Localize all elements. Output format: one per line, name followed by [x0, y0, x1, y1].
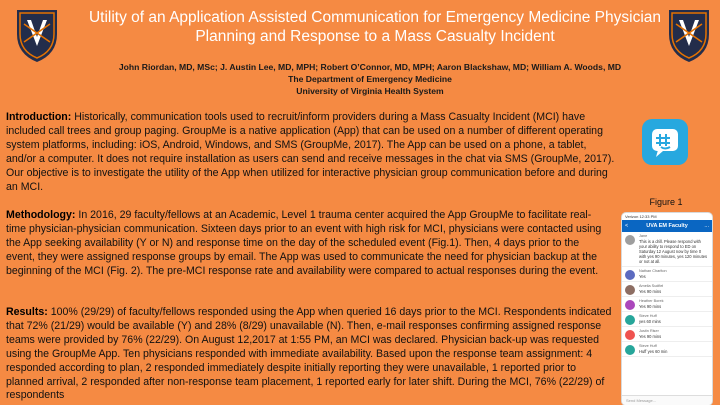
introduction-section [6, 111, 618, 194]
avatar [625, 300, 635, 310]
avatar [625, 285, 635, 295]
university-line: University of Virginia Health System [296, 86, 444, 96]
chat-sender-name: Steve Huff [639, 344, 657, 348]
chat-message-text: yes 60 mins [639, 319, 661, 324]
introduction-heading: Introduction: [6, 111, 72, 123]
chat-message-text: This is a drill. Please respond with your ability to respond to ED on Saturday 12 August now by time 0 with yes 90 minutes, yes 120 minutes or not at all. [639, 239, 708, 264]
chat-sender-name: Amelia Sudfiel [639, 284, 664, 288]
phone-status-bar: Verizon 12:33 PM [625, 214, 657, 219]
chat-sender-name: Heather Borek [639, 299, 664, 303]
author-block [60, 61, 680, 97]
chat-message [622, 342, 712, 357]
chat-title: UVA EM Faculty [646, 223, 688, 229]
back-icon[interactable]: < [625, 223, 629, 229]
avatar [625, 315, 635, 325]
avatar [625, 270, 635, 280]
chat-message [622, 312, 712, 327]
figure-1-label: Figure 1 [649, 197, 683, 207]
results-text: 100% (29/29) of faculty/fellows responded using the App when queried 16 days prior to the MCI. Respondents indicated that 72% (21/29) would be available (Y) and 28% (8/29) unavailable (N). Then, e-mail responses confirming assigned response teams were provided by 76% (22/29). On August 12,2017 at 1:55 PM, an MCI was declared. Physician back-up was requested using the GroupMe App. Ten physicians responded with immediate availability. Based upon the response team assignment: 4 responded according to plan, 2 responded immediately despite initially reporting they were unavailable, 1 reported prior to planned arrival, 2 responded after non-response team placement, 1 reported early for later shift. During the MCI, 76% (22/29) of respondents [6, 306, 612, 402]
chat-message-list [622, 232, 712, 357]
chat-message [622, 297, 712, 312]
chat-message-text: Yes 90 mins [639, 334, 662, 339]
department-line: The Department of Emergency Medicine [288, 74, 452, 84]
chat-message [622, 267, 712, 282]
chat-message [622, 232, 712, 267]
avatar [625, 345, 635, 355]
authors-line: John Riordan, MD, MSc; J. Austin Lee, MD, MPH; Robert O’Connor, MD, MPH; Aaron Blackshaw, MD; William A. Woods, MD [118, 62, 622, 72]
chat-sender-name: Justin Riser [639, 329, 659, 333]
more-icon[interactable]: ... [704, 223, 709, 229]
chat-message-text: Yes [639, 274, 646, 279]
chat-sender-name: Steve Huff [639, 314, 657, 318]
methodology-section [6, 209, 606, 279]
chat-sender-name: Jane [639, 234, 648, 238]
uva-logo-right [664, 6, 714, 64]
groupme-chat-screenshot [622, 213, 712, 405]
chat-sender-name: Nathan Charlton [639, 269, 667, 273]
results-heading: Results: [6, 306, 48, 318]
chat-message-text: Yes 90 mins [639, 289, 662, 294]
methodology-text: In 2016, 29 faculty/fellows at an Academic, Level 1 trauma center acquired the App GroupMe to facilitate real-time physician-physician communication. Sixteen days prior to an event with high risk for MCI, physicians were contacted using the App seeking availability (Y or N) and response time on the day of the scheduled event (Fig.1). Then, 4 days prior to the event, they were assigned response groups by email. The App was used to communicate the need for physician backup at the beginning of the MCI (Fig. 2). The pre-MCI response rate and availability were compared to actual responses during the event. [6, 209, 602, 277]
chat-message [622, 327, 712, 342]
send-message-input[interactable]: Send Message... [622, 395, 712, 405]
avatar [625, 330, 635, 340]
groupme-app-icon [642, 119, 688, 165]
avatar [625, 235, 635, 245]
uva-logo-left [12, 6, 62, 64]
methodology-heading: Methodology: [6, 209, 76, 221]
chat-message-text: Yes 90 mins [639, 304, 662, 309]
results-section [6, 306, 616, 403]
chat-header [622, 220, 712, 232]
chat-message [622, 282, 712, 297]
introduction-text: Historically, communication tools used to recruit/inform providers during a Mass Casualty Incident (MCI) have included call trees and group paging. GroupMe is a native application (App) that can be used on a number of different operating system platforms, including: iOS, Android, Windows, and SMS (GroupMe, 2017). The App can be used on a phone, a tablet, and/or a computer. It does not require installation as users can send and receive messages in the chat via SMS (GroupMe, 2017). Our objective is to investigate the utility of the App when utilized for interactive physician group communication before and during an MCI. [6, 111, 615, 193]
chat-message-text: Huff yes 60 min [639, 349, 668, 354]
poster-title: Utility of an Application Assisted Communication for Emergency Medicine Physician Planning and Response to a Mass Casualty Incident [88, 9, 662, 45]
